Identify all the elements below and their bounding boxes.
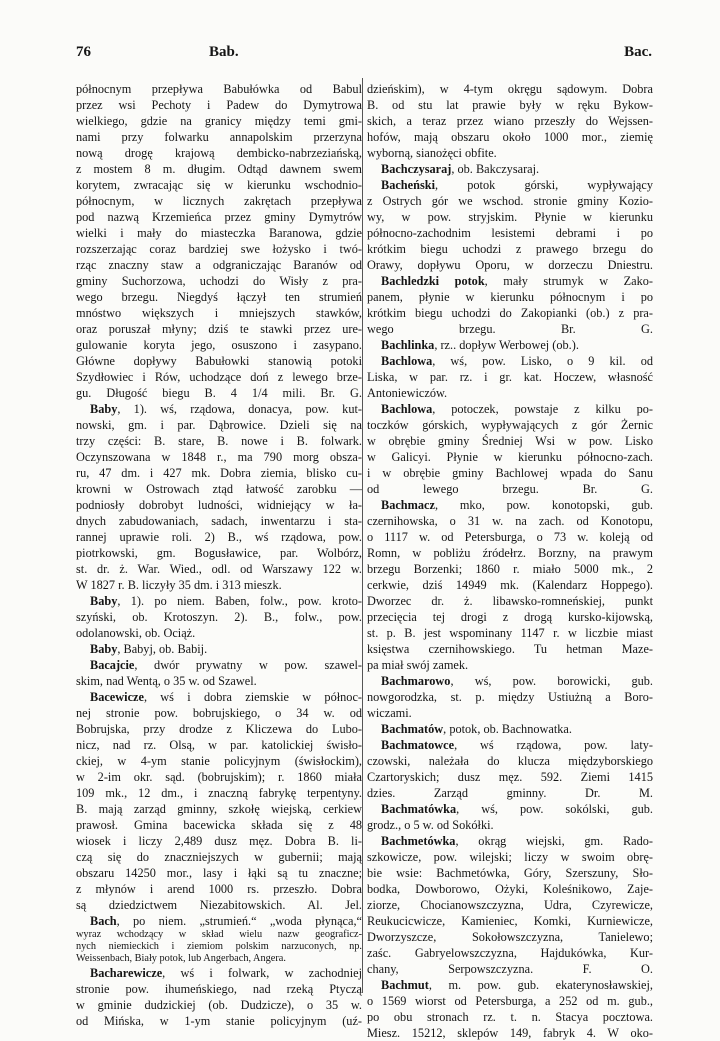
entry-headline: Bachczysaraj, ob. Bakczysaraj. bbox=[381, 162, 540, 176]
entry-headword: Bachmatów bbox=[381, 722, 444, 736]
text-line: z młynów i arend 1000 rs. przeszło. Dobra bbox=[76, 882, 362, 896]
text-line: odolanowski, ob. Ociąż. bbox=[76, 626, 196, 640]
text-line: st. p. B. jest wspominany 1147 r. w liczbie miast bbox=[367, 626, 653, 640]
text-line: czernihowska, o 31 w. na zach. od Konotopu, bbox=[367, 514, 653, 528]
text-line: obszaru 14250 mor., lasy i łąki są tu znaczne; bbox=[76, 866, 362, 880]
text-line: dzieńskim), w 4-tym okręgu sądowym. Dobra bbox=[367, 82, 653, 96]
text-line: Główne dopływy Babułowki stanowią potoki bbox=[76, 354, 362, 368]
text-line: z mostem 8 m. długim. Odtąd dawnem swem bbox=[76, 162, 362, 176]
text-line: w Galicyi. Płynie w kierunku północno-zach. bbox=[367, 450, 653, 464]
text-line: o 1569 wiorst od Petersburga, a 252 od m. gub., bbox=[367, 994, 653, 1008]
text-line: i w obrębie gminy Bachlowej wpada do Sanu bbox=[367, 466, 653, 480]
text-line: czą się do znaczniejszych w gubernii; mają bbox=[76, 850, 362, 864]
text-line: hofów, mają obszaru około 1000 mor., ziemię bbox=[367, 130, 653, 144]
text-line: północnym, w licznych zakrętach przepływa bbox=[76, 194, 362, 208]
text-line: w 2-im okr. sąd. (bobrujskim); r. 1860 miała bbox=[76, 770, 362, 784]
entry-headword: Bacajcie bbox=[90, 658, 135, 672]
text-line: chany, Serpowszczyzna. F. O. bbox=[367, 962, 653, 976]
text-line: są dziedzictwem Niezabitowskich. Al. Jel. bbox=[76, 898, 362, 912]
text-line: skim, nad Wentą, o 35 w. od Szawel. bbox=[76, 674, 257, 688]
text-line: nych niemieckich i ziemiom polskim narzuconych, np. bbox=[76, 941, 362, 952]
left-column bbox=[76, 81, 362, 1028]
entry-headline: Bach, po niem. „strumień.“ „woda płynąca,“ bbox=[90, 914, 362, 928]
entry-headword: Bachlowa bbox=[381, 402, 433, 416]
entry-headline: Bachmatówka, wś, pow. sokólski, gub. bbox=[381, 802, 653, 816]
text-line: skich, a teraz przez wiano przeszły do Wejssen- bbox=[367, 114, 653, 128]
text-line: szyński, ob. Krotoszyn. 2). B., folw., pow. bbox=[76, 610, 362, 624]
text-line: pod nazwą Krzemieńca przez gminy Dymytrów bbox=[76, 210, 362, 224]
entry-headword: Bachledzki potok bbox=[381, 274, 485, 288]
text-line: rannej uprawie roli. 2) B., wś rządowa, pow. bbox=[76, 530, 362, 544]
text-line: piotrkowski, gm. Bogusławice, par. Wolbórz, bbox=[76, 546, 362, 560]
text-line: szkowicze, pow. wilejski; liczy w swoim obrę- bbox=[367, 850, 653, 864]
text-line: krótkim biegu uchodzi z prawego brzegu do bbox=[367, 242, 653, 256]
text-line: bie wsie: Bachmetówka, Góry, Szerszuny, Sło- bbox=[367, 866, 653, 880]
entry-headword: Bachlowa bbox=[381, 354, 433, 368]
text-line: Liska, w par. rz. i gr. kat. Hoczew, własność bbox=[367, 370, 653, 384]
text-line: Antoniewiczów. bbox=[367, 386, 448, 400]
text-line: od lewego brzegu. Br. G. bbox=[367, 482, 653, 496]
text-line: nowgorodzka, st. p. między Ustiużną a Boro- bbox=[367, 690, 653, 704]
text-line: B. mają zarząd gminny, szkołę wiejską, cerkiew bbox=[76, 802, 362, 816]
text-line: wiczami. bbox=[367, 706, 412, 720]
text-line: krótkim biegu uchodzi do Zakopianki (ob.) z pra- bbox=[367, 306, 653, 320]
text-line: bodka, Dowborowo, Ożyki, Koleśnikowo, Zaje- bbox=[367, 882, 653, 896]
text-line: nowski, gm. i par. Dąbrowice. Dzieli się na bbox=[76, 418, 362, 432]
text-line: o 1117 w. od Petersburga, o 73 w. koleją od bbox=[367, 530, 653, 544]
text-line: wego brzegu. Niegdyś łączył ten strumień bbox=[76, 290, 362, 304]
text-line: północnym przepływa Babułówka od Babul bbox=[76, 82, 362, 96]
text-line: dnych zabudowaniach, sadach, inwentarzu i sta- bbox=[76, 514, 362, 528]
entry-headline: Bacheński, potok górski, wypływający bbox=[381, 178, 653, 192]
text-line: wyborną, sianożęci obfite. bbox=[367, 146, 497, 160]
text-line: Dworzec dr. ż. libawsko-romneńskiej, punkt bbox=[367, 594, 653, 608]
text-line: podniosły dobrobyt ludności, widniejący w ła- bbox=[76, 498, 362, 512]
entry-headword: Bachczysaraj bbox=[381, 162, 452, 176]
text-line: Orawy, dopływu Oporu, w dorzeczu Dniestru. bbox=[367, 258, 653, 272]
text-line: toczków górskich, wypływających z gór Żernic bbox=[367, 418, 653, 432]
entry-headline: Bachledzki potok, mały strumyk w Zako- bbox=[381, 274, 653, 288]
text-line: nicz, nad rz. Olsą, w par. katolickiej świsło- bbox=[76, 738, 362, 752]
entry-headword: Bachmetówka bbox=[381, 834, 456, 848]
entry-headline: Bachmetówka, okrąg wiejski, gm. Rado- bbox=[381, 834, 653, 848]
text-line: rozszerzając coraz bardziej swe łożysko i twó- bbox=[76, 242, 362, 256]
entry-headword: Baby bbox=[90, 402, 118, 416]
text-line: gulowanie koryta jego, osuszono i zasypano. bbox=[76, 338, 362, 352]
entry-headword: Bach bbox=[90, 914, 117, 928]
text-line: st. dr. ż. War. Wied., odl. od Warszawy 122 w. bbox=[76, 562, 362, 576]
entry-headline: Baby, Babyj, ob. Babij. bbox=[90, 642, 208, 656]
text-line: W 1827 r. B. liczyły 35 dm. i 313 mieszk. bbox=[76, 578, 282, 592]
text-line: gu. Długość biegu B. 4 1/4 mili. Br. G. bbox=[76, 386, 362, 400]
text-line: trzy części: B. stare, B. nowe i B. folwark. bbox=[76, 434, 362, 448]
text-line: ckiej, w 4-ym stanie policyjnym (świsłockim), bbox=[76, 754, 362, 768]
entry-headline: Baby, 1). wś, rządowa, donacya, pow. kut- bbox=[90, 402, 362, 416]
text-line: Reukucicwicze, Kamieniec, Komki, Kurniewicze, bbox=[367, 914, 653, 928]
text-line: ziorze, Chocianowszczyzna, Udra, Czyrewicze, bbox=[367, 898, 653, 912]
right-headword: Bac. bbox=[624, 44, 652, 60]
text-line: Romn, w pobliżu źródełrz. Borzny, na prawym bbox=[367, 546, 653, 560]
text-line: panem, płynie w kierunku północnym i po bbox=[367, 290, 653, 304]
entry-headword: Bacharewicze bbox=[90, 966, 163, 980]
text-line: nową drogę krajową dembicko-nabrzeziańską, bbox=[76, 146, 362, 160]
text-line: czowski, należała do klucza międzyborskiego bbox=[367, 754, 653, 768]
text-line: ru, 47 dm. i 427 mk. Dobra ziemia, blisko cu- bbox=[76, 466, 362, 480]
entry-headword: Baby bbox=[90, 594, 118, 608]
entry-headline: Bachlowa, wś, pow. Lisko, o 9 kil. od bbox=[381, 354, 653, 368]
text-line: Oczynszowana w 1848 r., ma 790 morg obsza- bbox=[76, 450, 362, 464]
entry-headline: Bachmut, m. pow. gub. ekaterynosławskiej, bbox=[381, 978, 653, 992]
text-line: dzies. Zarząd gminny. Dr. M. bbox=[367, 786, 653, 800]
text-line: krowni w Ostrowach ztąd łatwość zarobku — bbox=[76, 482, 362, 496]
text-line: Dworzyszcze, Sokołowszczyzna, Tanielewo; bbox=[367, 930, 653, 944]
text-line: Szydłowiec i Rów, uchodzące doń z lewego brze- bbox=[76, 370, 362, 384]
text-line: z Ostrych gór we wschod. stronie gminy Kozio- bbox=[367, 194, 653, 208]
entry-headline: Bachmarowo, wś, pow. borowicki, gub. bbox=[381, 674, 653, 688]
text-line: rząc znaczny staw a odgraniczając Baranów od bbox=[76, 258, 362, 272]
entry-headline: Bachmatowce, wś rządowa, pow. laty- bbox=[381, 738, 653, 752]
entry-headword: Bachlinka bbox=[381, 338, 435, 352]
text-line: Bobrujska, przy drodze z Kliczewa do Lubo- bbox=[76, 722, 362, 736]
text-line: oraz poruszał młyny; dziś te stawki przez ure- bbox=[76, 322, 362, 336]
entry-headline: Bachmacz, mko, pow. konotopski, gub. bbox=[381, 498, 653, 512]
text-line: nej stronie pow. bobrujskiego, o 34 w. od bbox=[76, 706, 362, 720]
text-line: brzegu Borzenki; 1860 r. miało 5000 mk., 2 bbox=[367, 562, 653, 576]
text-line: przez wsi Pechoty i Padew do Dymytrowa bbox=[76, 98, 362, 112]
text-line: Miesz. 15212, sklepów 149, fabryk 4. W oko- bbox=[367, 1026, 653, 1040]
text-line: nami przy folwarku annapolskim przerzyna bbox=[76, 130, 362, 144]
text-line: Weissenbach, Biały potok, lub Angerbach, Angera. bbox=[76, 953, 286, 964]
text-line: od Mińska, w 1-ym stanie policyjnym (uź- bbox=[76, 1014, 362, 1028]
text-line: przecięcia tej drogi z drogą kursko-kijowską, bbox=[367, 610, 653, 624]
entry-headline: Bachlinka, rz.. dopływ Werbowej (ob.). bbox=[381, 338, 579, 352]
text-line: wyraz wchodzący w skład wielu nazw geograficz- bbox=[76, 929, 362, 940]
text-line: północno-zachodnim lesistemi debrami i po bbox=[367, 226, 653, 240]
entry-headword: Bacheński bbox=[381, 178, 435, 192]
column-divider bbox=[362, 78, 363, 993]
entry-headword: Baby bbox=[90, 642, 118, 656]
text-line: stronie pow. ihumeńskiego, nad rzeką Ptyczą bbox=[76, 982, 362, 996]
text-line: prawosł. Gmina bacewicka składa się z 48 bbox=[76, 818, 362, 832]
entry-headline: Bacewicze, wś i dobra ziemskie w północ- bbox=[90, 690, 362, 704]
text-line: w obrębie gminy Średniej Wsi w pow. Lisko bbox=[367, 434, 653, 448]
text-line: wielkiego, gdzie na granicy między temi gmi- bbox=[76, 114, 362, 128]
entry-headline: Bacharewicze, wś i folwark, w zachodniej bbox=[90, 966, 362, 980]
entry-headline: Baby, 1). po niem. Baben, folw., pow. kroto- bbox=[90, 594, 362, 608]
text-line: korytem, zwracając się w kierunku wschodnio- bbox=[76, 178, 362, 192]
entry-headword: Bacewicze bbox=[90, 690, 144, 704]
text-line: Czartoryskich; dusz męz. 592. Ziemi 1415 bbox=[367, 770, 653, 784]
text-line: księstwa czernihowskiego. Tu hetman Maze- bbox=[367, 642, 653, 656]
entry-headline: Bachmatów, potok, ob. Bachnowatka. bbox=[381, 722, 572, 736]
entry-headword: Bachmut bbox=[381, 978, 429, 992]
right-column bbox=[367, 81, 653, 1040]
text-line: wiosek i liczy 2,489 dusz męz. Dobra B. li- bbox=[76, 834, 362, 848]
text-line: w gminie dudzickiej (ob. Dudzicze), o 35 w. bbox=[76, 998, 362, 1012]
entry-headword: Bachmatówka bbox=[381, 802, 457, 816]
text-line: wielki i mały do miasteczka Baranowa, gdzie bbox=[76, 226, 362, 240]
entry-headword: Bachmacz bbox=[381, 498, 435, 512]
running-head bbox=[76, 44, 652, 66]
text-line: mnóstwo większych i mniejszych stawków, bbox=[76, 306, 362, 320]
entry-headword: Bachmarowo bbox=[381, 674, 451, 688]
text-line: wy, w pow. stryjskim. Płynie w kierunku bbox=[367, 210, 653, 224]
text-line: po obu stronach rz. t. n. Stacya pocztowa. bbox=[367, 1010, 653, 1024]
page-number: 76 bbox=[76, 44, 91, 60]
text-line: pa miał swój zamek. bbox=[367, 658, 469, 672]
entry-headline: Bacajcie, dwór prywatny w pow. szawel- bbox=[90, 658, 362, 672]
text-line: zaśc. Gabryelowszczyzna, Hajdukówka, Kur- bbox=[367, 946, 653, 960]
text-line: cerkwie, dziś 14949 mk. (Kalendarz Hoppego). bbox=[367, 578, 653, 592]
text-line: grodz., o 5 w. od Sokółki. bbox=[367, 818, 494, 832]
text-line: gminy Suchorzowa, uchodzi do Wisły z pra- bbox=[76, 274, 362, 288]
text-line: B. od stu lat prawie były w ręku Bykow- bbox=[367, 98, 653, 112]
text-line: 109 mk., 12 dm., i znaczną fabrykę terpentyny. bbox=[76, 786, 362, 800]
entry-headword: Bachmatowce bbox=[381, 738, 455, 752]
left-headword: Bab. bbox=[209, 44, 239, 60]
text-line: wego brzegu. Br. G. bbox=[367, 322, 653, 336]
entry-headline: Bachlowa, potoczek, powstaje z kilku po- bbox=[381, 402, 653, 416]
